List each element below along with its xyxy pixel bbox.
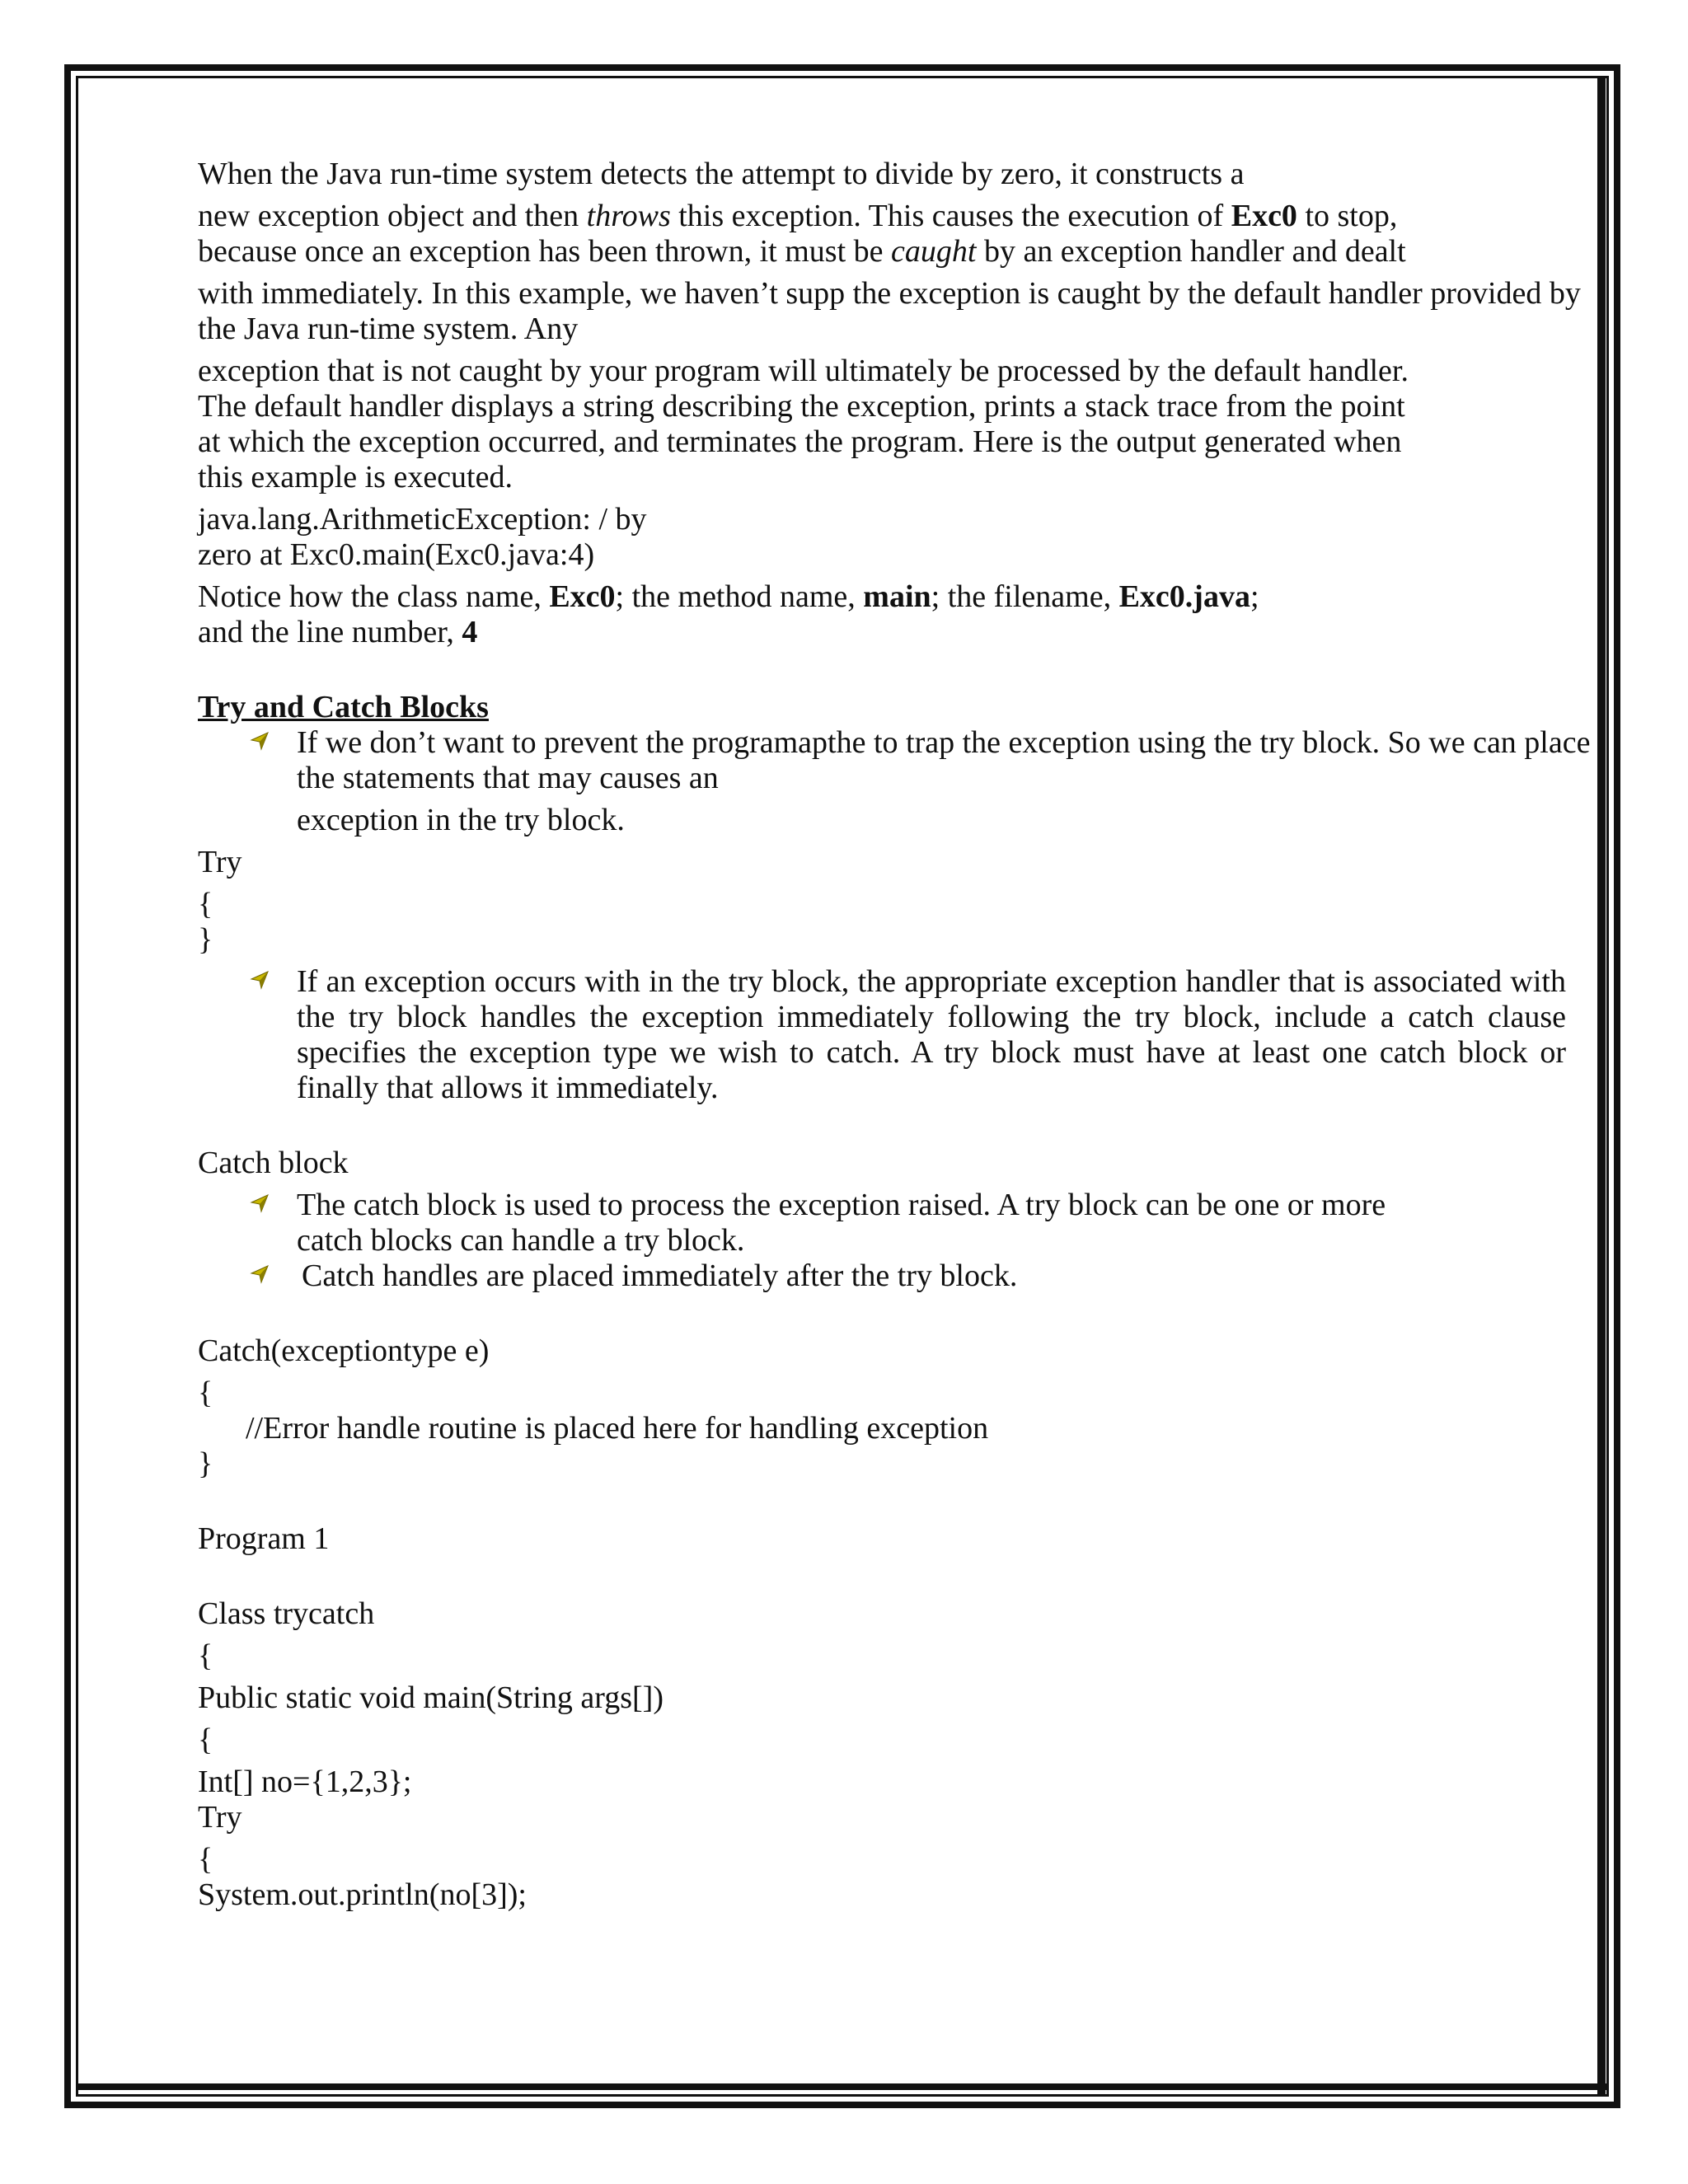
notice-line2 <box>198 615 1648 650</box>
line-number-bold: 4 <box>462 615 478 649</box>
arrow-bullet-icon <box>249 969 270 991</box>
program-code <box>198 1596 1648 1913</box>
code-line: Public static void main(String args[]) <box>198 1680 663 1715</box>
catch-block-heading: Catch block <box>198 1146 349 1180</box>
catch-bullet-2-text: Catch handles are placed immediately after the try block. <box>302 1258 1018 1293</box>
para1-line5: the Java run-time system. Any <box>198 312 579 346</box>
text-run: this exception. This causes the execution of <box>670 199 1231 233</box>
code-line: Try <box>198 1800 242 1835</box>
text-run: by an exception handler and dealt <box>976 234 1406 269</box>
para1-line8: at which the exception occurred, and terminates the program. Here is the output generated when <box>198 424 1402 459</box>
text-run: Notice how the class name, <box>198 579 550 614</box>
output-line2: zero at Exc0.main(Exc0.java:4) <box>198 537 595 572</box>
catch-bullet-2 <box>198 1258 1648 1294</box>
try-bullet-1-line2: the statements that may causes an <box>297 761 719 795</box>
code-line: { <box>198 1842 213 1877</box>
code-line: Int[] no={1,2,3}; <box>198 1765 412 1799</box>
throws-italic: throws <box>586 199 671 233</box>
code-line: { <box>198 1722 213 1757</box>
para1-line2 <box>198 199 1648 234</box>
catch-signature: Catch(exceptiontype e) <box>198 1333 490 1368</box>
text-run: because once an exception has been thrown, it must be <box>198 234 891 269</box>
try-bullet-2-text: If an exception occurs with in the try block, the appropriate exception handler that is associated with the try block handles the exception immediately following the try block, include a catch clause specifies the exception type we wish to catch. A try block must have at least one catch block or finally that allows it immediately. <box>297 964 1566 1105</box>
file-name-bold: Exc0.java <box>1118 579 1250 614</box>
text-run: to stop, <box>1296 199 1398 233</box>
method-name-bold: main <box>863 579 931 614</box>
text-run: ; the filename, <box>931 579 1119 614</box>
catch-bullet-1 <box>198 1188 1648 1258</box>
code-line: System.out.println(no[3]); <box>198 1877 527 1912</box>
para1-line1: When the Java run-time system detects the attempt to divide by zero, it constructs a <box>198 157 1245 191</box>
document-body <box>198 157 1648 1913</box>
para1-line9: this example is executed. <box>198 460 513 494</box>
catch-close-brace: } <box>198 1446 213 1481</box>
para1-line4: with immediately. In this example, we haven’t supp the exception is caught by the default handler provided by <box>198 276 1581 311</box>
output-line1: java.lang.ArithmeticException: / by <box>198 502 647 537</box>
code-line: { <box>198 1638 213 1673</box>
try-close-brace: } <box>198 922 213 957</box>
text-run: new exception object and then <box>198 199 587 233</box>
para1-line3 <box>198 234 1648 269</box>
try-bullet-1-line3: exception in the try block. <box>297 803 625 837</box>
try-bullet-1-line1: If we don’t want to prevent the programapthe to trap the exception using the try block. So we can place <box>297 725 1591 760</box>
try-open-brace: { <box>198 887 213 921</box>
catch-bullet-1-line2: catch blocks can handle a try block. <box>297 1223 745 1258</box>
caught-italic: caught <box>891 234 977 269</box>
try-catch-heading: Try and Catch Blocks <box>198 690 489 724</box>
catch-comment: //Error handle routine is placed here for handling exception <box>246 1411 989 1446</box>
arrow-bullet-icon <box>249 1193 270 1214</box>
page-border-bottom-rule <box>76 2083 1609 2090</box>
para1-line6: exception that is not caught by your program will ultimately be processed by the default handler. <box>198 354 1409 388</box>
exc0-bold: Exc0 <box>1231 199 1297 233</box>
program-title: Program 1 <box>198 1521 330 1556</box>
text-run: ; <box>1250 579 1259 614</box>
catch-bullet-1-line1: The catch block is used to process the exception raised. A try block can be one or more <box>297 1188 1386 1222</box>
text-run: and the line number, <box>198 615 462 649</box>
catch-open-brace: { <box>198 1376 213 1410</box>
para1-line7: The default handler displays a string describing the exception, prints a stack trace from the point <box>198 389 1405 424</box>
arrow-bullet-icon <box>249 1263 270 1285</box>
try-bullet-1 <box>198 725 1648 838</box>
class-name-bold: Exc0 <box>549 579 616 614</box>
notice-line1 <box>198 579 1648 615</box>
code-line: Class trycatch <box>198 1596 375 1631</box>
arrow-bullet-icon <box>249 730 270 752</box>
try-bullet-2 <box>198 964 1648 1106</box>
try-keyword: Try <box>198 845 242 879</box>
text-run: ; the method name, <box>615 579 864 614</box>
